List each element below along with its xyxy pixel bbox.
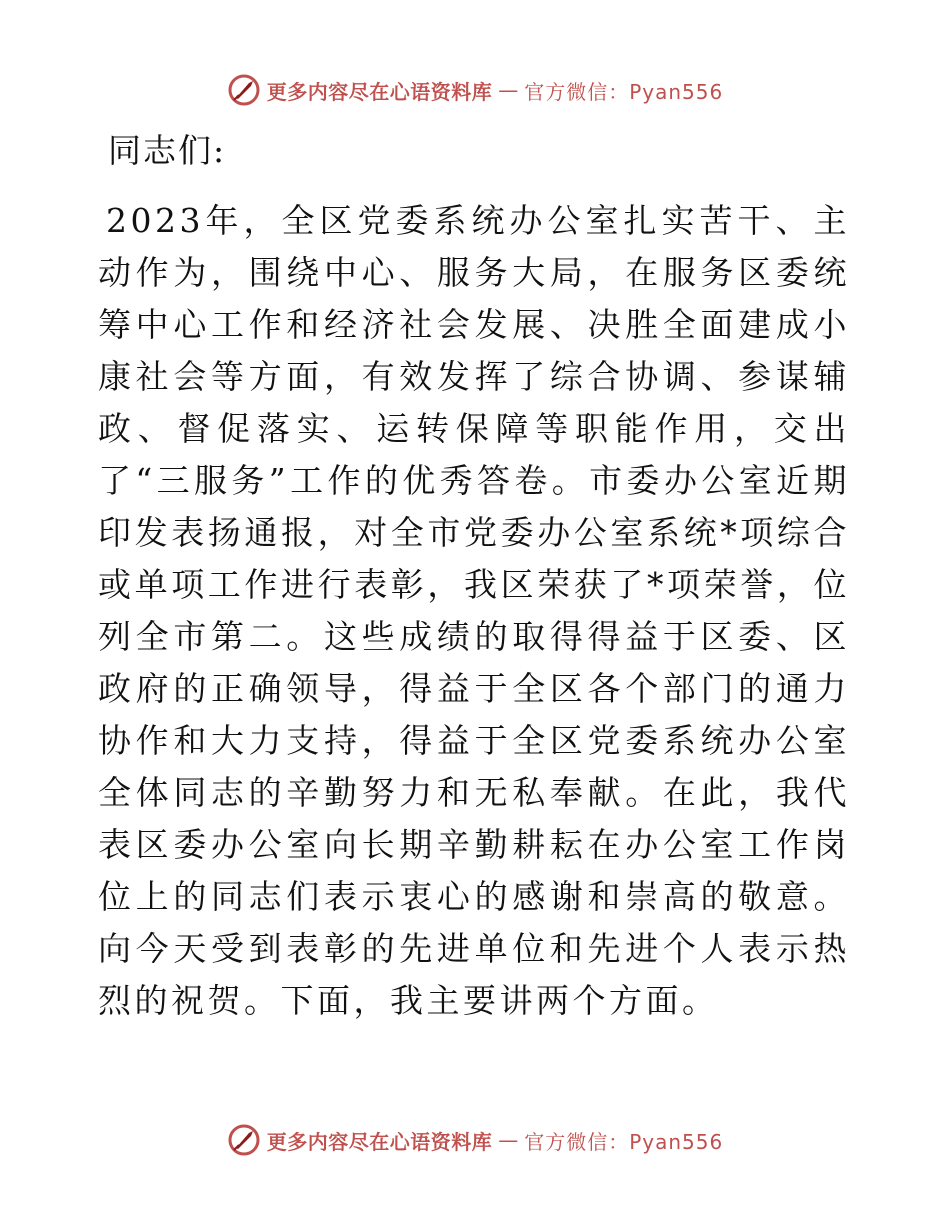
watermark-wechat: 官方微信：Pyan556 [524, 1129, 724, 1154]
body-paragraph: 2023年，全区党委系统办公室扎实苦干、主动作为，围绕中心、服务大局，在服务区委统筹中心工作和经济社会发展、决胜全面建成小康社会等方面，有效发挥了综合协调、参谋辅政、督促落实、运转保障等职能作用，交出了“三服务”工作的优秀答卷。市委办公室近期印发表扬通报，对全市党委办公室系统*项综合或单项工作进行表彰，我区荣获了*项荣誉，位列全市第二。这些成绩的取得得益于区委、区政府的正确领导，得益于全区各个部门的通力协作和大力支持，得益于全区党委系统办公室全体同志的辛勤努力和无私奉献。在此，我代表区委办公室向长期辛勤耕耘在办公室工作岗位上的同志们表示衷心的感谢和崇高的敬意。向今天受到表彰的先进单位和先进个人表示热烈的祝贺。下面，我主要讲两个方面。 [98, 201, 850, 1020]
watermark-header [0, 70, 950, 110]
watermark-footer [0, 1120, 950, 1160]
salutation: 同志们: [108, 131, 227, 170]
watermark-text: 更多内容尽在心语资料库 [266, 1129, 493, 1154]
feather-pen-logo-icon [227, 1123, 261, 1157]
feather-pen-logo-icon [227, 73, 261, 107]
watermark-text: 更多内容尽在心语资料库 [266, 79, 493, 104]
watermark-wechat: 官方微信：Pyan556 [524, 79, 724, 104]
watermark-separator: — [498, 78, 519, 102]
watermark-separator: — [498, 1128, 519, 1152]
